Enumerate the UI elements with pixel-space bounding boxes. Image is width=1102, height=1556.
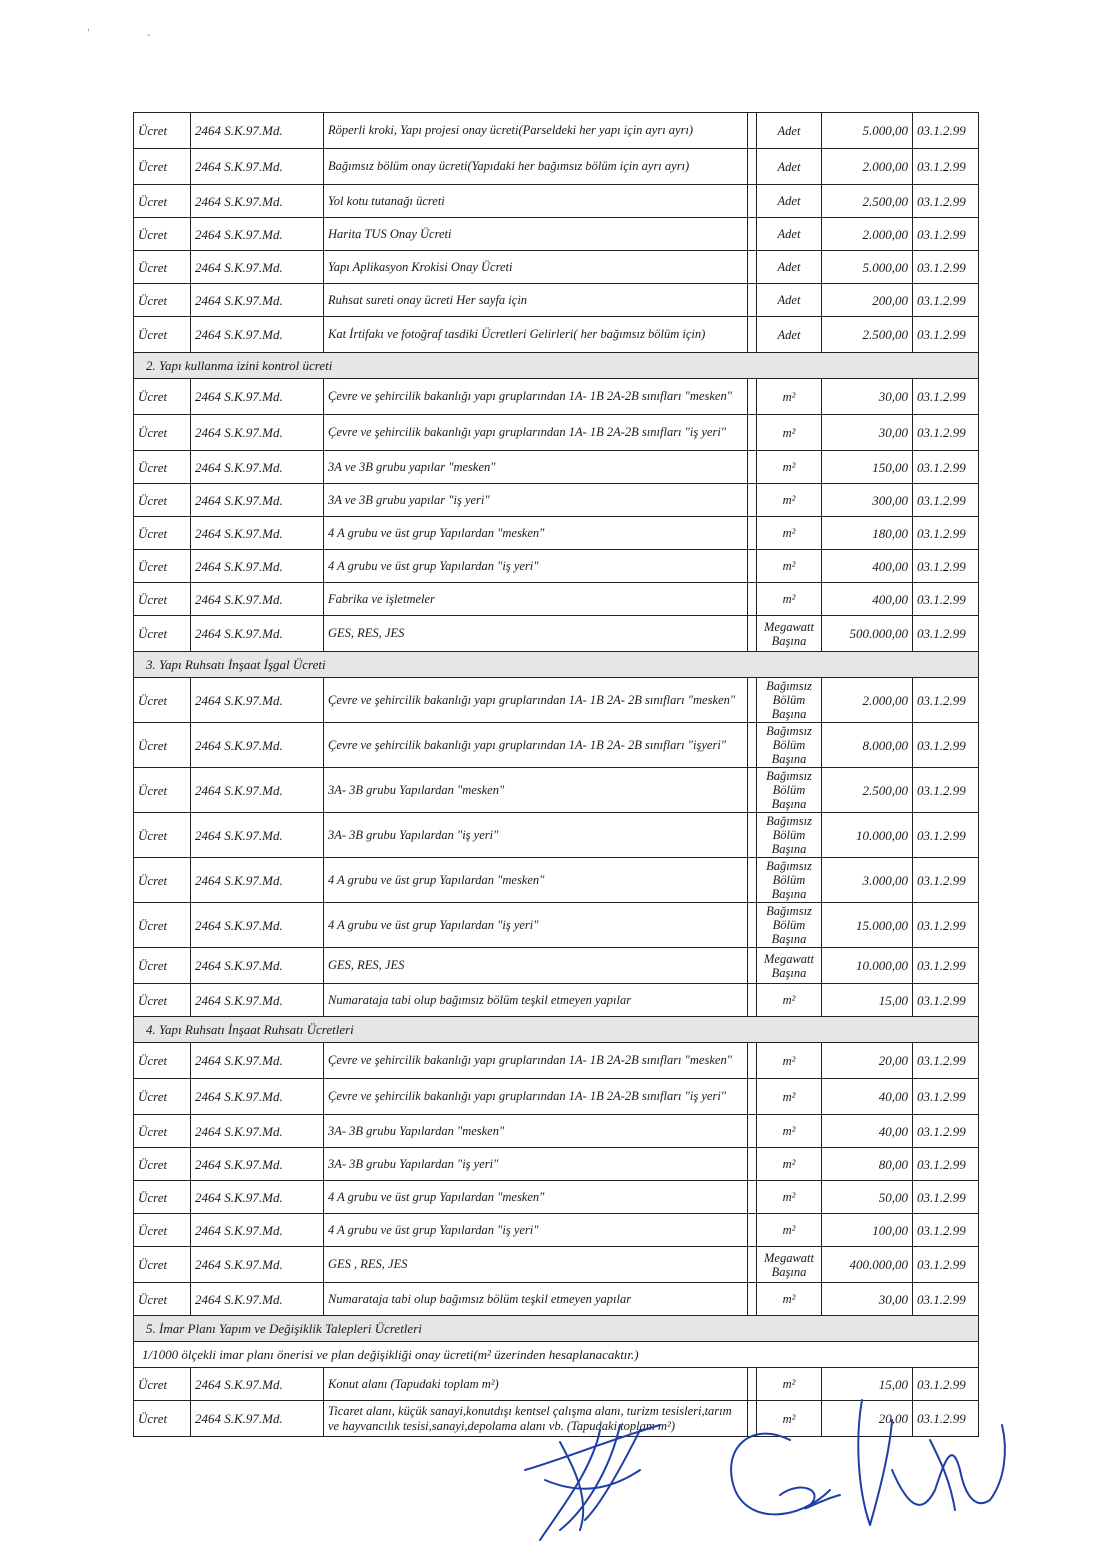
fee-type-cell: Ücret: [134, 858, 191, 903]
unit-cell: Adet: [757, 218, 822, 251]
spacer-cell: [748, 858, 757, 903]
law-reference-cell: 2464 S.K.97.Md.: [191, 113, 324, 149]
code-cell: 03.1.2.99: [913, 678, 979, 723]
code-cell: 03.1.2.99: [913, 484, 979, 517]
unit-cell: m²: [757, 1401, 822, 1437]
fee-type-cell: Ücret: [134, 1043, 191, 1079]
description-cell: 3A- 3B grubu Yapılardan "iş yeri": [324, 1148, 748, 1181]
unit-cell: Bağımsız Bölüm Başına: [757, 678, 822, 723]
amount-cell: 80,00: [822, 1148, 913, 1181]
description-cell: Yol kotu tutanağı ücreti: [324, 185, 748, 218]
law-reference-cell: 2464 S.K.97.Md.: [191, 616, 324, 652]
fee-type-cell: Ücret: [134, 218, 191, 251]
amount-cell: 2.000,00: [822, 218, 913, 251]
spacer-cell: [748, 616, 757, 652]
code-cell: 03.1.2.99: [913, 1148, 979, 1181]
amount-cell: 3.000,00: [822, 858, 913, 903]
amount-cell: 10.000,00: [822, 948, 913, 984]
amount-cell: 40,00: [822, 1079, 913, 1115]
amount-cell: 30,00: [822, 1283, 913, 1316]
unit-cell: Megawatt Başına: [757, 616, 822, 652]
spacer-cell: [748, 218, 757, 251]
spacer-cell: [748, 583, 757, 616]
table-row: [134, 903, 979, 948]
amount-cell: 2.500,00: [822, 768, 913, 813]
unit-cell: m²: [757, 379, 822, 415]
amount-cell: 400.000,00: [822, 1247, 913, 1283]
spacer-cell: [748, 1214, 757, 1247]
unit-cell: m²: [757, 415, 822, 451]
amount-cell: 5.000,00: [822, 251, 913, 284]
amount-cell: 15.000,00: [822, 903, 913, 948]
table-row: [134, 251, 979, 284]
unit-cell: m²: [757, 1181, 822, 1214]
amount-cell: 150,00: [822, 451, 913, 484]
table-row: [134, 415, 979, 451]
table-row: [134, 1115, 979, 1148]
fee-type-cell: Ücret: [134, 317, 191, 353]
fee-type-cell: Ücret: [134, 451, 191, 484]
law-reference-cell: 2464 S.K.97.Md.: [191, 768, 324, 813]
amount-cell: 2.500,00: [822, 185, 913, 218]
section-title: 3. Yapı Ruhsatı İnşaat İşgal Ücreti: [134, 652, 979, 678]
fee-type-cell: Ücret: [134, 1283, 191, 1316]
law-reference-cell: 2464 S.K.97.Md.: [191, 1368, 324, 1401]
fee-type-cell: Ücret: [134, 616, 191, 652]
table-row: [134, 379, 979, 415]
table-row: [134, 1214, 979, 1247]
table-row: [134, 813, 979, 858]
law-reference-cell: 2464 S.K.97.Md.: [191, 583, 324, 616]
law-reference-cell: 2464 S.K.97.Md.: [191, 284, 324, 317]
table-row: [134, 1401, 979, 1437]
law-reference-cell: 2464 S.K.97.Md.: [191, 813, 324, 858]
code-cell: 03.1.2.99: [913, 149, 979, 185]
code-cell: 03.1.2.99: [913, 616, 979, 652]
spacer-cell: [748, 451, 757, 484]
table-row: [134, 984, 979, 1017]
spacer-cell: [748, 517, 757, 550]
law-reference-cell: 2464 S.K.97.Md.: [191, 1181, 324, 1214]
law-reference-cell: 2464 S.K.97.Md.: [191, 858, 324, 903]
fee-type-cell: Ücret: [134, 1214, 191, 1247]
law-reference-cell: 2464 S.K.97.Md.: [191, 948, 324, 984]
law-reference-cell: 2464 S.K.97.Md.: [191, 415, 324, 451]
fee-type-cell: Ücret: [134, 1368, 191, 1401]
amount-cell: 8.000,00: [822, 723, 913, 768]
law-reference-cell: 2464 S.K.97.Md.: [191, 1283, 324, 1316]
spacer-cell: [748, 1079, 757, 1115]
amount-cell: 5.000,00: [822, 113, 913, 149]
unit-cell: m²: [757, 1283, 822, 1316]
fee-type-cell: Ücret: [134, 251, 191, 284]
unit-cell: m²: [757, 583, 822, 616]
description-cell: 3A- 3B grubu Yapılardan "mesken": [324, 768, 748, 813]
amount-cell: 10.000,00: [822, 813, 913, 858]
amount-cell: 50,00: [822, 1181, 913, 1214]
table-row: [134, 616, 979, 652]
description-cell: Konut alanı (Tapudaki toplam m²): [324, 1368, 748, 1401]
unit-cell: m²: [757, 1214, 822, 1247]
table-row: [134, 858, 979, 903]
amount-cell: 15,00: [822, 1368, 913, 1401]
spacer-cell: [748, 768, 757, 813]
description-cell: Fabrika ve işletmeler: [324, 583, 748, 616]
code-cell: 03.1.2.99: [913, 768, 979, 813]
unit-cell: m²: [757, 1079, 822, 1115]
code-cell: 03.1.2.99: [913, 379, 979, 415]
table-row: [134, 1368, 979, 1401]
table-row: [134, 550, 979, 583]
spacer-cell: [748, 1247, 757, 1283]
code-cell: 03.1.2.99: [913, 903, 979, 948]
unit-cell: Adet: [757, 317, 822, 353]
amount-cell: 20,00: [822, 1043, 913, 1079]
table-row: [134, 113, 979, 149]
description-cell: GES, RES, JES: [324, 948, 748, 984]
description-cell: 3A- 3B grubu Yapılardan "mesken": [324, 1115, 748, 1148]
spacer-cell: [748, 1283, 757, 1316]
spacer-cell: [748, 723, 757, 768]
code-cell: 03.1.2.99: [913, 813, 979, 858]
note-row: [134, 1342, 979, 1368]
law-reference-cell: 2464 S.K.97.Md.: [191, 317, 324, 353]
description-cell: Çevre ve şehircilik bakanlığı yapı gruplarından 1A- 1B 2A-2B sınıfları "mesken": [324, 379, 748, 415]
unit-cell: m²: [757, 984, 822, 1017]
unit-cell: m²: [757, 517, 822, 550]
fee-type-cell: Ücret: [134, 1115, 191, 1148]
code-cell: 03.1.2.99: [913, 451, 979, 484]
table-row: [134, 1079, 979, 1115]
code-cell: 03.1.2.99: [913, 1283, 979, 1316]
code-cell: 03.1.2.99: [913, 1214, 979, 1247]
amount-cell: 2.500,00: [822, 317, 913, 353]
spacer-cell: [748, 813, 757, 858]
description-cell: Çevre ve şehircilik bakanlığı yapı gruplarından 1A- 1B 2A-2B sınıfları "iş yeri": [324, 415, 748, 451]
amount-cell: 15,00: [822, 984, 913, 1017]
amount-cell: 180,00: [822, 517, 913, 550]
table-row: [134, 768, 979, 813]
spacer-cell: [748, 284, 757, 317]
fee-type-cell: Ücret: [134, 1181, 191, 1214]
description-cell: 3A- 3B grubu Yapılardan "iş yeri": [324, 813, 748, 858]
code-cell: 03.1.2.99: [913, 1115, 979, 1148]
amount-cell: 30,00: [822, 415, 913, 451]
section-title: 2. Yapı kullanma izini kontrol ücreti: [134, 353, 979, 379]
description-cell: Yapı Aplikasyon Krokisi Onay Ücreti: [324, 251, 748, 284]
law-reference-cell: 2464 S.K.97.Md.: [191, 1115, 324, 1148]
fee-type-cell: Ücret: [134, 113, 191, 149]
description-cell: Röperli kroki, Yapı projesi onay ücreti(Parseldeki her yapı için ayrı ayrı): [324, 113, 748, 149]
table-row: [134, 185, 979, 218]
fee-type-cell: Ücret: [134, 948, 191, 984]
fee-type-cell: Ücret: [134, 484, 191, 517]
code-cell: 03.1.2.99: [913, 113, 979, 149]
description-cell: Kat İrtifakı ve fotoğraf tasdiki Ücretleri Gelirleri( her bağımsız bölüm için): [324, 317, 748, 353]
section-header-row: [134, 1316, 979, 1342]
fee-type-cell: Ücret: [134, 550, 191, 583]
scan-artifact: -: [147, 30, 151, 41]
law-reference-cell: 2464 S.K.97.Md.: [191, 1214, 324, 1247]
code-cell: 03.1.2.99: [913, 317, 979, 353]
description-cell: Çevre ve şehircilik bakanlığı yapı gruplarından 1A- 1B 2A- 2B sınıfları "işyeri": [324, 723, 748, 768]
fee-type-cell: Ücret: [134, 984, 191, 1017]
section-header-row: [134, 353, 979, 379]
code-cell: 03.1.2.99: [913, 415, 979, 451]
law-reference-cell: 2464 S.K.97.Md.: [191, 903, 324, 948]
unit-cell: Adet: [757, 113, 822, 149]
fee-type-cell: Ücret: [134, 583, 191, 616]
code-cell: 03.1.2.99: [913, 1043, 979, 1079]
table-row: [134, 1247, 979, 1283]
section-title: 4. Yapı Ruhsatı İnşaat Ruhsatı Ücretleri: [134, 1017, 979, 1043]
unit-cell: Megawatt Başına: [757, 948, 822, 984]
fee-table-body: [134, 113, 979, 1437]
amount-cell: 400,00: [822, 583, 913, 616]
description-cell: 4 A grubu ve üst grup Yapılardan "iş yeri": [324, 1214, 748, 1247]
spacer-cell: [748, 251, 757, 284]
description-cell: Çevre ve şehircilik bakanlığı yapı gruplarından 1A- 1B 2A- 2B sınıfları "mesken": [324, 678, 748, 723]
code-cell: 03.1.2.99: [913, 1368, 979, 1401]
code-cell: 03.1.2.99: [913, 185, 979, 218]
description-cell: GES, RES, JES: [324, 616, 748, 652]
unit-cell: m²: [757, 1043, 822, 1079]
code-cell: 03.1.2.99: [913, 583, 979, 616]
fee-type-cell: Ücret: [134, 903, 191, 948]
amount-cell: 500.000,00: [822, 616, 913, 652]
spacer-cell: [748, 415, 757, 451]
law-reference-cell: 2464 S.K.97.Md.: [191, 517, 324, 550]
spacer-cell: [748, 1115, 757, 1148]
law-reference-cell: 2464 S.K.97.Md.: [191, 1079, 324, 1115]
code-cell: 03.1.2.99: [913, 1181, 979, 1214]
description-cell: Bağımsız bölüm onay ücreti(Yapıdaki her bağımsız bölüm için ayrı ayrı): [324, 149, 748, 185]
fee-type-cell: Ücret: [134, 149, 191, 185]
law-reference-cell: 2464 S.K.97.Md.: [191, 185, 324, 218]
law-reference-cell: 2464 S.K.97.Md.: [191, 451, 324, 484]
law-reference-cell: 2464 S.K.97.Md.: [191, 484, 324, 517]
table-row: [134, 1181, 979, 1214]
spacer-cell: [748, 149, 757, 185]
unit-cell: m²: [757, 1148, 822, 1181]
description-cell: 4 A grubu ve üst grup Yapılardan "mesken": [324, 517, 748, 550]
table-row: [134, 1043, 979, 1079]
fee-type-cell: Ücret: [134, 1148, 191, 1181]
law-reference-cell: 2464 S.K.97.Md.: [191, 1247, 324, 1283]
unit-cell: Adet: [757, 149, 822, 185]
spacer-cell: [748, 903, 757, 948]
code-cell: 03.1.2.99: [913, 1247, 979, 1283]
fee-type-cell: Ücret: [134, 768, 191, 813]
fee-type-cell: Ücret: [134, 379, 191, 415]
spacer-cell: [748, 984, 757, 1017]
code-cell: 03.1.2.99: [913, 858, 979, 903]
fee-table: [133, 112, 979, 1437]
unit-cell: Bağımsız Bölüm Başına: [757, 723, 822, 768]
spacer-cell: [748, 185, 757, 218]
code-cell: 03.1.2.99: [913, 517, 979, 550]
table-row: [134, 284, 979, 317]
table-row: [134, 218, 979, 251]
unit-cell: Adet: [757, 284, 822, 317]
fee-type-cell: Ücret: [134, 1247, 191, 1283]
description-cell: GES , RES, JES: [324, 1247, 748, 1283]
unit-cell: Bağımsız Bölüm Başına: [757, 813, 822, 858]
table-row: [134, 948, 979, 984]
spacer-cell: [748, 1043, 757, 1079]
table-row: [134, 1283, 979, 1316]
unit-cell: m²: [757, 550, 822, 583]
amount-cell: 40,00: [822, 1115, 913, 1148]
description-cell: 4 A grubu ve üst grup Yapılardan "mesken": [324, 858, 748, 903]
description-cell: Ticaret alanı, küçük sanayi,konutdışı kentsel çalışma alanı, turizm tesisleri,tarım ve hayvancılık tesisi,sanayi,depolama alanı vb. (Tapudaki toplam m²): [324, 1401, 748, 1437]
code-cell: 03.1.2.99: [913, 218, 979, 251]
law-reference-cell: 2464 S.K.97.Md.: [191, 1043, 324, 1079]
fee-type-cell: Ücret: [134, 813, 191, 858]
unit-cell: Bağımsız Bölüm Başına: [757, 768, 822, 813]
table-row: [134, 678, 979, 723]
table-row: [134, 1148, 979, 1181]
fee-type-cell: Ücret: [134, 1079, 191, 1115]
law-reference-cell: 2464 S.K.97.Md.: [191, 379, 324, 415]
table-row: [134, 517, 979, 550]
description-cell: Numarataja tabi olup bağımsız bölüm teşkil etmeyen yapılar: [324, 1283, 748, 1316]
code-cell: 03.1.2.99: [913, 251, 979, 284]
unit-cell: m²: [757, 1368, 822, 1401]
code-cell: 03.1.2.99: [913, 984, 979, 1017]
amount-cell: 30,00: [822, 379, 913, 415]
table-row: [134, 149, 979, 185]
unit-cell: m²: [757, 484, 822, 517]
code-cell: 03.1.2.99: [913, 284, 979, 317]
section-title: 5. İmar Planı Yapım ve Değişiklik Talepleri Ücretleri: [134, 1316, 979, 1342]
unit-cell: Adet: [757, 185, 822, 218]
amount-cell: 20,00: [822, 1401, 913, 1437]
law-reference-cell: 2464 S.K.97.Md.: [191, 149, 324, 185]
description-cell: Çevre ve şehircilik bakanlığı yapı gruplarından 1A- 1B 2A-2B sınıfları "iş yeri": [324, 1079, 748, 1115]
spacer-cell: [748, 317, 757, 353]
code-cell: 03.1.2.99: [913, 948, 979, 984]
code-cell: 03.1.2.99: [913, 723, 979, 768]
spacer-cell: [748, 550, 757, 583]
spacer-cell: [748, 948, 757, 984]
spacer-cell: [748, 1401, 757, 1437]
amount-cell: 2.000,00: [822, 149, 913, 185]
unit-cell: m²: [757, 451, 822, 484]
description-cell: 4 A grubu ve üst grup Yapılardan "iş yeri": [324, 903, 748, 948]
fee-type-cell: Ücret: [134, 284, 191, 317]
description-cell: 3A ve 3B grubu yapılar "mesken": [324, 451, 748, 484]
unit-cell: Bağımsız Bölüm Başına: [757, 903, 822, 948]
spacer-cell: [748, 1148, 757, 1181]
table-row: [134, 723, 979, 768]
section-header-row: [134, 1017, 979, 1043]
law-reference-cell: 2464 S.K.97.Md.: [191, 1148, 324, 1181]
table-row: [134, 484, 979, 517]
amount-cell: 100,00: [822, 1214, 913, 1247]
code-cell: 03.1.2.99: [913, 1079, 979, 1115]
table-row: [134, 317, 979, 353]
table-row: [134, 583, 979, 616]
law-reference-cell: 2464 S.K.97.Md.: [191, 550, 324, 583]
law-reference-cell: 2464 S.K.97.Md.: [191, 723, 324, 768]
description-cell: Harita TUS Onay Ücreti: [324, 218, 748, 251]
law-reference-cell: 2464 S.K.97.Md.: [191, 218, 324, 251]
spacer-cell: [748, 379, 757, 415]
description-cell: 3A ve 3B grubu yapılar "iş yeri": [324, 484, 748, 517]
description-cell: 4 A grubu ve üst grup Yapılardan "mesken": [324, 1181, 748, 1214]
description-cell: Çevre ve şehircilik bakanlığı yapı gruplarından 1A- 1B 2A-2B sınıfları "mesken": [324, 1043, 748, 1079]
fee-type-cell: Ücret: [134, 415, 191, 451]
law-reference-cell: 2464 S.K.97.Md.: [191, 984, 324, 1017]
code-cell: 03.1.2.99: [913, 1401, 979, 1437]
unit-cell: Megawatt Başına: [757, 1247, 822, 1283]
spacer-cell: [748, 1368, 757, 1401]
table-row: [134, 451, 979, 484]
amount-cell: 2.000,00: [822, 678, 913, 723]
description-cell: Ruhsat sureti onay ücreti Her sayfa için: [324, 284, 748, 317]
amount-cell: 300,00: [822, 484, 913, 517]
unit-cell: Adet: [757, 251, 822, 284]
description-cell: Numarataja tabi olup bağımsız bölüm teşkil etmeyen yapılar: [324, 984, 748, 1017]
law-reference-cell: 2464 S.K.97.Md.: [191, 678, 324, 723]
fee-type-cell: Ücret: [134, 185, 191, 218]
section-header-row: [134, 652, 979, 678]
unit-cell: Bağımsız Bölüm Başına: [757, 858, 822, 903]
law-reference-cell: 2464 S.K.97.Md.: [191, 251, 324, 284]
fee-type-cell: Ücret: [134, 1401, 191, 1437]
fee-type-cell: Ücret: [134, 517, 191, 550]
description-cell: 4 A grubu ve üst grup Yapılardan "iş yeri": [324, 550, 748, 583]
unit-cell: m²: [757, 1115, 822, 1148]
amount-cell: 200,00: [822, 284, 913, 317]
fee-type-cell: Ücret: [134, 723, 191, 768]
code-cell: 03.1.2.99: [913, 550, 979, 583]
law-reference-cell: 2464 S.K.97.Md.: [191, 1401, 324, 1437]
spacer-cell: [748, 113, 757, 149]
scan-artifact: ': [87, 28, 90, 39]
note-text: 1/1000 ölçekli imar planı önerisi ve plan değişikliği onay ücreti(m² üzerinden hesaplanacaktır.): [134, 1342, 979, 1368]
fee-type-cell: Ücret: [134, 678, 191, 723]
spacer-cell: [748, 678, 757, 723]
amount-cell: 400,00: [822, 550, 913, 583]
spacer-cell: [748, 1181, 757, 1214]
spacer-cell: [748, 484, 757, 517]
